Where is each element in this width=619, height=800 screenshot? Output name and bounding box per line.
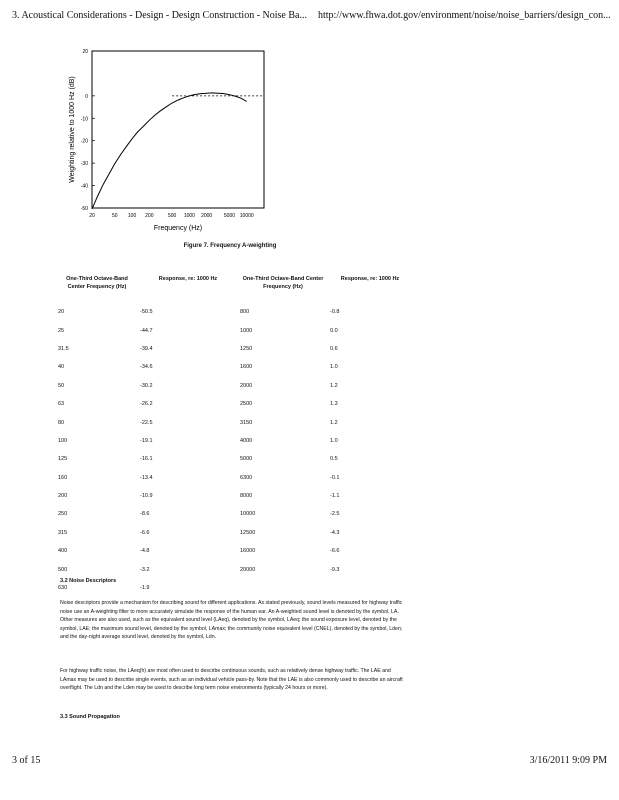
table-cell <box>238 579 328 597</box>
table-cell: 10000 <box>240 511 256 518</box>
x-tick-label: 1000 <box>183 213 195 219</box>
table-cell: -26.2 <box>140 401 153 408</box>
table-cell: 80 <box>58 419 65 426</box>
table-cell: -22.5 <box>140 419 153 426</box>
table-row <box>56 358 412 376</box>
table-cell: 500 <box>58 566 68 573</box>
table-row <box>56 432 412 450</box>
table-cell: 160 <box>58 474 68 481</box>
table-cell: 40 <box>58 364 65 371</box>
table-cell: 1.0 <box>330 364 338 371</box>
table-cell: 1000 <box>240 327 253 334</box>
y-tick-label: 0 <box>85 93 88 100</box>
table-cell: -2.5 <box>330 511 340 518</box>
table-cell: 630 <box>58 585 68 592</box>
table-cell: 2000 <box>240 382 253 389</box>
page-header-title: 3. Acoustical Considerations - Design - Design Construction - Noise Ba... <box>12 10 307 21</box>
page-header-url[interactable]: http://www.fhwa.dot.gov/environment/noise/noise_barriers/design_con... <box>318 10 611 21</box>
table-cell: -6.6 <box>140 529 150 536</box>
table-cell: -30.2 <box>140 382 153 389</box>
table-cell: -1.9 <box>140 585 150 592</box>
table-cell: 1250 <box>240 345 253 352</box>
table-cell: 1600 <box>240 364 253 371</box>
table-header-freq-2: One-Third Octave-Band Center Frequency (Hz) <box>242 276 324 290</box>
table-cell: -44.7 <box>140 327 153 334</box>
table-cell: 400 <box>58 548 68 555</box>
table-cell: 63 <box>58 401 65 408</box>
table-cell: 12500 <box>240 529 256 536</box>
table-cell: -0.8 <box>330 309 340 316</box>
a-weighting-chart <box>60 44 280 234</box>
footer-datetime: 3/16/2011 9:09 PM <box>529 755 607 766</box>
table-cell <box>328 579 412 597</box>
table-cell: -3.2 <box>140 566 150 573</box>
table-cell: -16.1 <box>140 456 153 463</box>
table-row <box>56 505 412 523</box>
table-cell: 25 <box>58 327 65 334</box>
x-tick-label: 200 <box>145 213 154 219</box>
table-cell: 0.5 <box>330 456 338 463</box>
table-row <box>56 542 412 560</box>
table-header-row <box>56 275 412 303</box>
table-cell: 2500 <box>240 401 253 408</box>
table-row <box>56 321 412 339</box>
table-cell: 6300 <box>240 474 253 481</box>
table-cell: 800 <box>240 309 250 316</box>
table-cell: -9.3 <box>330 566 340 573</box>
table-cell: -19.1 <box>140 437 153 444</box>
figure-caption: Figure 7. Frequency A-weighting <box>183 243 277 249</box>
table-cell: 315 <box>58 529 68 536</box>
y-tick-label: -20 <box>80 138 88 145</box>
table-cell: -34.6 <box>140 364 153 371</box>
table-header-response-1: Response, re: 1000 Hz <box>158 276 218 282</box>
table-row <box>56 303 412 321</box>
table-cell: -50.5 <box>140 309 153 316</box>
table-cell: 5000 <box>240 456 253 463</box>
y-tick-label: -10 <box>80 116 88 123</box>
table-cell: 20000 <box>240 566 256 573</box>
table-cell: -8.6 <box>140 511 150 518</box>
table-cell: 0.0 <box>330 327 338 334</box>
table-cell: 4000 <box>240 437 253 444</box>
table-row <box>56 487 412 505</box>
x-tick-label: 5000 <box>223 213 236 219</box>
a-weighting-table <box>56 275 412 597</box>
table-cell: -1.1 <box>330 493 340 500</box>
x-axis-label: Frequency (Hz) <box>153 225 203 232</box>
table-row <box>56 524 412 542</box>
table-cell: 1.0 <box>330 437 338 444</box>
table-cell: -10.9 <box>140 493 153 500</box>
table-header-freq-1: One-Third Octave-Band Center Frequency (Hz) <box>66 276 128 290</box>
plot-frame <box>92 51 264 208</box>
paragraph-noise-descriptors-2: For highway traffic noise, the LAeq(h) are most often used to describe continuous sounds, such as relatively dense highway traffic. The LAE and LAmax may be used to describe single events, such as an individual vehicle pass-by. Note that the LAE is also commonly used to describe an aircraft overflight. The Ldn and the Lden may be used to describe long term noise environments (typically 24 hours or more). <box>60 668 403 692</box>
table-cell: -4.8 <box>140 548 150 555</box>
table-cell: 1.3 <box>330 401 338 408</box>
x-tick-label: 20 <box>89 213 95 219</box>
table-row <box>56 469 412 487</box>
x-tick-label: 2000 <box>201 213 213 219</box>
section-heading-noise-descriptors: 3.2 Noise Descriptors <box>60 578 117 584</box>
table-cell: 20 <box>58 309 65 316</box>
paragraph-noise-descriptors-1: Noise descriptors provide a mechanism for describing sound for different applications. As stated previously, sound levels measured for highway traffic noise use an A-weighting filter to more accurately simulate the response of the human ear. An A-weighted sound level is denoted by the symbol, LA. Other measures are also used, such as the equivalent sound level (LAeq), denoted by the symbol, LAeq; the sound exposure level, denoted by the symbol, LAE; the maximum sound level, denoted by the symbol, LAmax; the community noise equivalent level (CNEL), denoted by the symbol, Lden; and the day-night average sound level, denoted by the symbol, Ldn. <box>60 600 403 641</box>
x-tick-label: 10000 <box>239 213 254 219</box>
table-cell: -4.3 <box>330 529 340 536</box>
table-cell: 8000 <box>240 493 253 500</box>
table-row <box>56 377 412 395</box>
x-tick-label: 50 <box>112 213 118 219</box>
table-cell: 16000 <box>240 548 256 555</box>
table-cell: 0.6 <box>330 345 338 352</box>
table-cell: -13.4 <box>140 474 153 481</box>
table-cell: 1.2 <box>330 382 338 389</box>
footer-page-number: 3 of 15 <box>12 755 41 766</box>
table-cell: 50 <box>58 382 65 389</box>
table-cell: 31.5 <box>58 345 69 352</box>
table-cell: 3150 <box>240 419 253 426</box>
x-tick-label: 500 <box>167 213 177 219</box>
table-row <box>56 413 412 431</box>
table-cell: 1.2 <box>330 419 338 426</box>
table-row <box>56 340 412 358</box>
table-cell: 100 <box>58 437 68 444</box>
table-cell: -39.4 <box>140 345 153 352</box>
table-header-response-2: Response, re: 1000 Hz <box>340 276 400 282</box>
x-tick-label: 100 <box>127 213 137 219</box>
y-axis-label: Weighting relative to 1000 Hz (dB) <box>69 76 76 183</box>
table-cell: -6.6 <box>330 548 340 555</box>
y-tick-label: 20 <box>82 49 88 55</box>
table-cell: 200 <box>58 493 68 500</box>
table-row <box>56 450 412 468</box>
table-cell: 125 <box>58 456 68 463</box>
table-cell: -0.1 <box>330 474 340 481</box>
y-tick-label: -40 <box>80 183 88 190</box>
table-cell: 250 <box>58 511 68 518</box>
table-row <box>56 560 412 578</box>
table-row <box>56 395 412 413</box>
series-line-a-weighting <box>92 93 247 209</box>
section-heading-sound-propagation: 3.3 Sound Propagation <box>60 714 120 720</box>
y-tick-label: -30 <box>80 161 88 168</box>
y-tick-label: -50 <box>80 206 88 212</box>
